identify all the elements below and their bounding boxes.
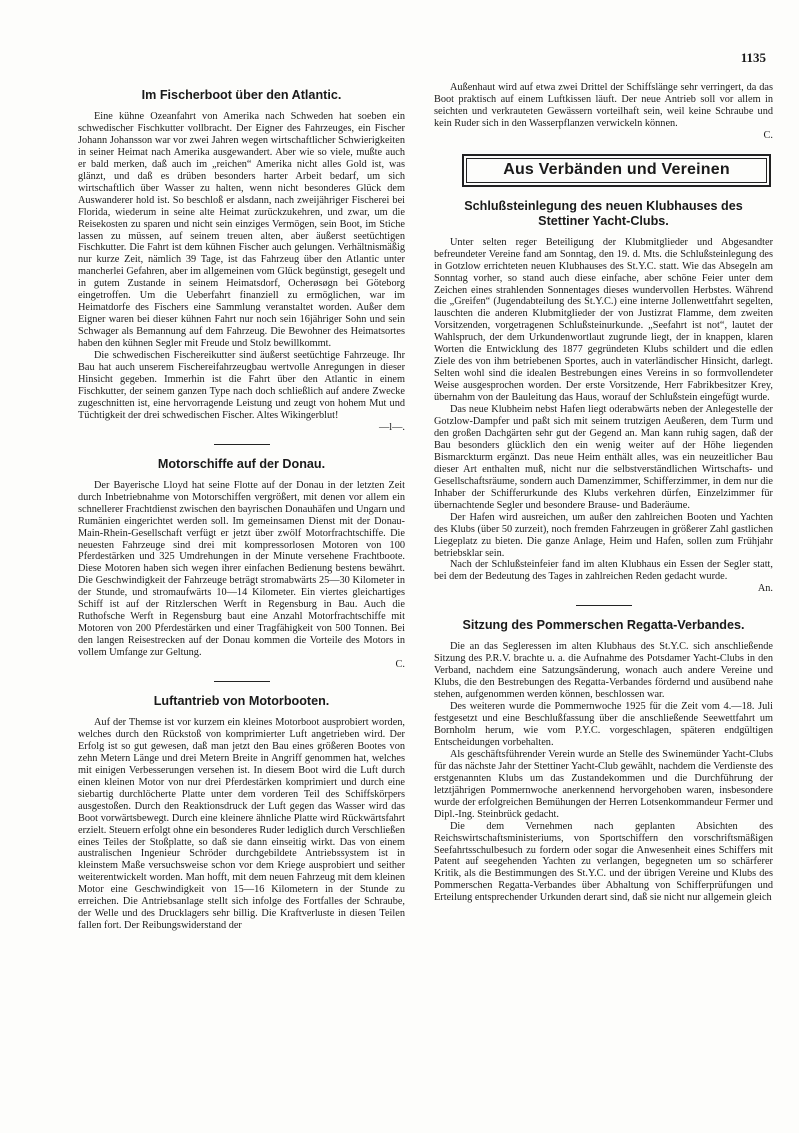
paragraph: Die an das Segleressen im alten Klubhaus des St.Y.C. sich anschließende Sitzung des P.R.V. brachte u. a. die Aufnahme des Potsdamer Yacht-Clubs in den Verband, nachdem eine Satzungsänderung, wonach auch andere Vereine und Klubs, die den Bestrebungen des Regatta-Verbandes fördernd und ausübend nahe stehen, aufgenommen werden können, beschlossen war.: [434, 641, 773, 701]
right-column: [434, 82, 773, 904]
paragraph: Auf der Themse ist vor kurzem ein kleines Motorboot ausprobiert worden, welches durch den Rückstoß von komprimierter Luft angetrieben wird. Der Erfolg ist so gut gewesen, daß man jetzt den Bau eines größeren Bootes von zehn Metern Länge und drei Metern Breite in Angriff genommen hat, welches mit einigen Verbesserungen versehen ist. In diesem Boot wird die Luft durch einen kleinen Motor von nur drei Pferdestärken komprimiert und durch eine siebartig durchlöcherte Platte unter dem vorderen Teil des Schiffskörpers ausgestoßen. Durch den Reaktionsdruck der Luft gegen das Wasser wird das Boot vorwärtsbewegt. Durch eine kleinere ähnliche Platte wird Rückwärtsfahrt erzielt. Steuern erfolgt ohne ein besonderes Ruder lediglich durch Verschließen eines Teiles der Stoßplatte, so daß sie dann einseitig wirkt. Das von einem australischen Ingenieur Schröder durchgebildete Antriebssystem ist in kleinstem Maße versuchsweise schon vor dem Kriege ausprobiert und seither weiterentwickelt worden. Man hofft, mit dem neuen Fahrzeug mit dem kleinen Motor eine Geschwindigkeit von 15—16 Kilometern in der Stunde zu erreichen. Die Antriebsanlage stellt sich infolge des Fortfalles der Schraube, der Welle und des Drucklagers sehr billig. Die Kraftverluste in diesen Teilen fallen fort. Der Reibungswiderstand der: [78, 716, 405, 932]
paragraph: Nach der Schlußsteinfeier fand im alten Klubhaus ein Essen der Segler statt, bei dem der Bedeutung des Tages in zahlreichen Reden gedacht wurde.: [434, 559, 773, 583]
article-title-fischerboot: Im Fischerboot über den Atlantic.: [141, 88, 342, 102]
article-signature: C.: [395, 659, 405, 671]
paragraph: Die dem Vernehmen nach geplanten Absichten des Reichswirtschaftsministeriums, von Sportschiffern den vorschriftsmäßigen Seefahrtsschulbesuch zu fordern oder sogar die Anwesenheit eines Schiffers mit Patent auf seegehenden Yachten zu verlangen, begegneten um so schärferer Kritik, als die Bestimmungen des St.Y.C. und der übrigen Vereine und Klubs des Pommerschen Regatta-Verbandes über Abhaltung von Schifferprüfungen und Erteilung entsprechender Urkunden derart sind, daß sie nicht nur allgemein gleich: [434, 820, 773, 904]
separator-rule: [576, 605, 632, 606]
article-title-sitzung: Sitzung des Pommerschen Regatta-Verbandes.: [462, 618, 745, 633]
paragraph: Unter selten reger Beteiligung der Klubmitglieder und Abgesandter befreundeter Vereine fand am Sonntag, den 19. d. Mts. die Schlußsteinlegung des in Gotzlow errichteten neuen Klubhauses des St.Y.C. statt. Wie das Absegeln am Sonntag vorher, so stand auch diese einfache, aber schöne Feier unter dem Zeichen eines strahlenden Sonnentages dieses wundervollen Herbstes. Während die „Greifen“ (Jugendabteilung des St.Y.C.) eine interne Jollenwettfahrt segelten, lauschten die anderen Klubmitglieder der von Justizrat Flamme, dem zweiten Vorsitzenden, vorgetragenen Schlußsteinurkunde. „Seefahrt ist not“, lautet der Wahlspruch, der dem Urkundenwortlaut zugrunde liegt, der in knappen, klaren Worten die Entwicklung des 1877 gegründeten Klubs schildert und die edlen Ziele des von ihm betriebenen Sportes, auch in vaterländischer Hinsicht, darlegt. Selten wohl sind die idealen Bestrebungen eines Vereins in so formvollendeter Weise ausgesprochen worden. Der erste Vorsitzende, Herr Fabrikbesitzer Krey, übernahm von der Bauleitung das Haus, worauf der Schlußstein eingefügt wurde.: [434, 236, 773, 404]
paragraph: Die schwedischen Fischereikutter sind äußerst seetüchtige Fahrzeuge. Ihr Bau hat auch unserem Fischereifahrzeugbau wertvolle Anregungen in dieser Hinsicht gegeben. Immerhin ist die Fahrt über den Atlantic in einem Fischkutter, der seinem ganzen Type nach doch schließlich auf andere Zwecke zugeschnitten ist, eine hervorragende Leistung und zeugt von hohem Mut und Tüchtigkeit der drei schwedischen Fischer. Altes Wikingerblut!: [78, 350, 405, 421]
paragraph: Eine kühne Ozeanfahrt von Amerika nach Schweden hat soeben ein schwedischer Fischkutter vollbracht. Der Eigner des Fahrzeuges, ein Fischer Johann Johansson war vor zwei Jahren wegen wirtschaftlicher Schwierigkeiten in seiner Heimat nach Amerika ausgewandert. Aber wie so viele, mußte auch er bald merken, daß auch im „reichen“ Amerika nicht alles Gold ist, was glänzt, und daß es drüben besonders harter Arbeit bedarf, um sich wirtschaftlich über Wasser zu halten, wenn nicht besonderes Glück dem Auswanderer hold ist. So beschloß er alsdann, nach zweijähriger Fischerei bei Florida, wiederum in seine alte Heimat zurückzukehren, und zwar, um die Reisekosten zu sparen und nicht sein einziges Vermögen, sein Boot, im Stiche lassen zu müssen, auf seinem treuen alten, aber äußerst seetüchtigen Fischkutter. Die Fahrt ist dem kühnen Fischer auch gelungen. Verhältnismäßig nur kurze Zeit, nämlich 39 Tage, ist das Fahrzeug über den Atlantic unter mancherlei Gefahren, aber im allgemeinen vom Glück begünstigt, gesegelt und in gutem Zustande in seinem Heimatsdorf, Ocherøsøgn bei Göteborg eingetroffen. Um die Ueberfahrt finanziell zu ermöglichen, war im Heimatdorfe des Fischers eine Sammlung veranstaltet worden. Außer dem Eigner waren bei dieser kühnen Fahrt nur noch sein 16jähriger Sohn und sein Schwager als Bemannung auf dem Fahrzeug. Die Bewohner des Heimatsortes haben den kühnen Segler mit Freude und Stolz bewillkommt.: [78, 111, 405, 350]
title-line: Schlußsteinlegung des neuen Klubhauses des: [464, 198, 743, 213]
separator-rule: [214, 681, 270, 682]
section-heading-box: [462, 154, 771, 187]
article-signature: C.: [763, 129, 773, 141]
paragraph: Das neue Klubheim nebst Hafen liegt oderabwärts neben der Anlegestelle der Gotzlow-Dampfer und paßt sich mit seinem trutzigen Aeußeren, dem Turm und den großen Dachgärten sehr gut der Gegend an. Man kann ruhig sagen, daß der Bau besonders glücklich den ein wenig weiter auf der Höhe liegenden Bismarckturm ergänzt. Das neue Heim enthält alles, was ein neuzeitlicher Bau dieser Art enthalten muß, nicht nur die selbstverständlichen Wirtschafts- und Gesellschaftsräume, sondern auch Damenzimmer, Schifferzimmer, in dem nur die Inhaber der Schifferurkunde des Klubs verkehren dürfen, Einzelzimmer für übernachtende Segler und besondere Brause- und Baderäume.: [434, 404, 773, 511]
paragraph: Als geschäftsführender Verein wurde an Stelle des Swinemünder Yacht-Clubs für das nächste Jahr der Stettiner Yacht-Club gewählt, nachdem die Verdienste des erstgenannten Klubs um das Zustandekommen und die Durchführung der letztjährigen Pommernwoche anerkennend hervorgehoben waren, insbesondere wurde der erfolgreichen Bemühungen der Herren Lotsenkommandeur Fermer und Dipl.-Ing. Steinbrück gedacht.: [434, 748, 773, 820]
section-heading: Aus Verbänden und Vereinen: [466, 158, 767, 183]
paragraph: Der Bayerische Lloyd hat seine Flotte auf der Donau in der letzten Zeit durch Inbetriebnahme von Motorschiffen vergrößert, mit denen vor allem ein schnellerer Frachtdienst zwischen den bayrischen Donauhäfen und Ungarn und Rumänien eingerichtet werden soll. Im gemeinsamen Dienst mit der Donau-Main-Rhein-Gesellschaft verfügt er jetzt über zwölf Motorfrachtschiffe. Die neuesten Fahrzeuge sind drei mit kompressorlosen Motoren von 100 Pferdestärken und 325 Umdrehungen in der Minute versehene Frachtboote. Diese Motoren haben sich wegen ihrer einfachen Bedienung bestens bewährt. Die Geschwindigkeit der Fahrzeuge beträgt stromabwärts 25—30 Kilometer in der Stunde, und stromaufwärts 10—14 Kilometer. Ein viertes gleichartiges Schiff ist auf der Ritzlerschen Werft in Regensburg in Bau. Auch die Ruthofsche Werft in Regensburg baut eine Anzahl Motorfrachtschiffe mit Motoren von 200 Pferdestärken und einer Tragfähigkeit von 500 Tonnen. Bei den langen Reisestrecken auf der Donau kommen die Vorteile des Motors in vollem Umfange zur Geltung.: [78, 479, 405, 659]
article-signature: —l—.: [378, 421, 405, 433]
article-title-schluss: [434, 199, 773, 229]
article-signature: An.: [757, 583, 773, 595]
title-line: Stettiner Yacht-Clubs.: [538, 213, 669, 228]
article-title-donau: Motorschiffe auf der Donau.: [157, 456, 326, 471]
paragraph: Des weiteren wurde die Pommernwoche 1925 für die Zeit vom 4.—18. Juli festgesetzt und eine Beschlußfassung über die anschließende Seewettfahrt um Bornholm herum, wie vom P.Y.C. vorgeschlagen, späteren endgültigen Entscheidungen vorbehalten.: [434, 701, 773, 748]
paragraph: Der Hafen wird ausreichen, um außer den zahlreichen Booten und Yachten des Klubs (über 50 zurzeit), noch fremden Fahrzeugen in größerer Zahl gastlichen Liegeplatz zu bieten. Die ganze Anlage, Heim und Hafen, sollen zum Frühjahr betriebsklar sein.: [434, 511, 773, 559]
separator-rule: [214, 444, 270, 445]
left-column: [78, 88, 405, 932]
page-number: 1135: [740, 50, 766, 65]
paragraph: Außenhaut wird auf etwa zwei Drittel der Schiffslänge sehr verringert, da das Boot praktisch auf einem Luftkissen läuft. Der neue Antrieb soll vor allem in seichten und verkrauteten Gewässern vorteilhaft sein, weil keine Schraube und kein Ruder sich in den Wasserpflanzen verwickeln können.: [434, 82, 773, 129]
article-title-luftantrieb: Luftantrieb von Motorbooten.: [153, 693, 330, 708]
